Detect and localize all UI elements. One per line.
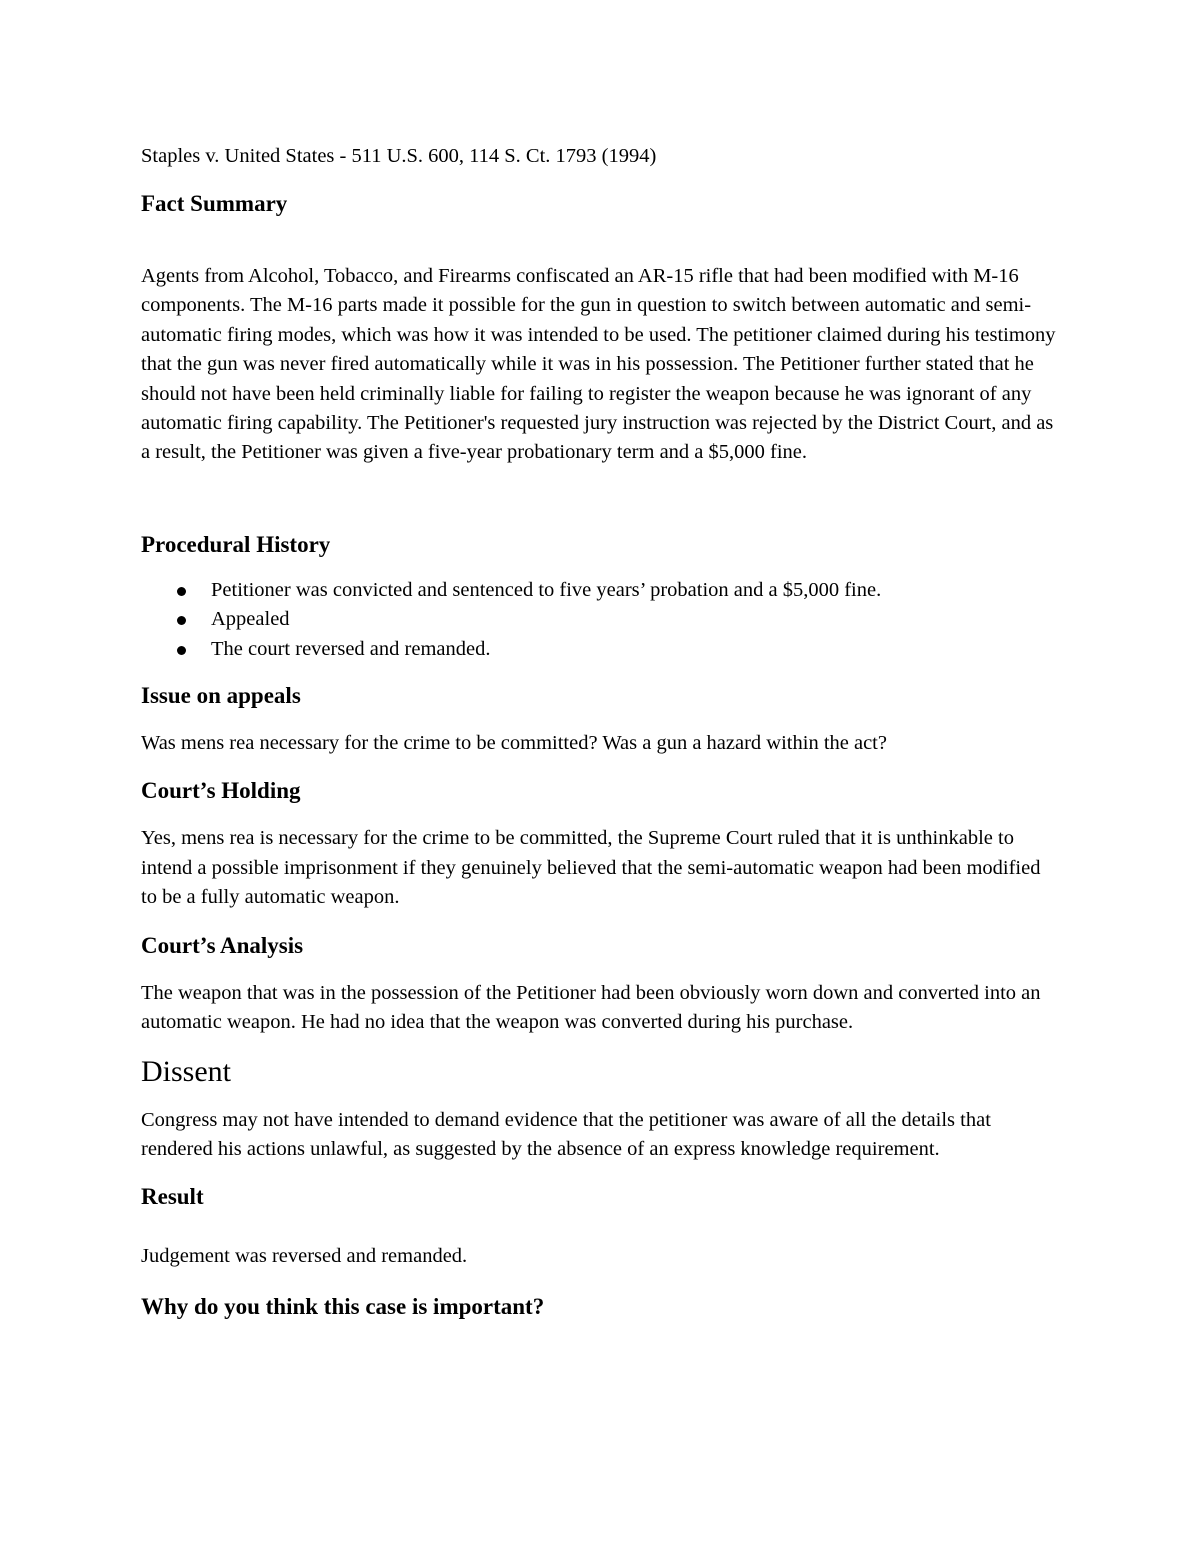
result-text: Judgement was reversed and remanded. [141,1245,468,1268]
analysis-text: The weapon that was in the possession of the Petitioner had been obviously worn down and converted into an automatic weapon. He had no idea that the weapon was converted during his purchase. [141,981,1041,1034]
fact-summary-text: Agents from Alcohol, Tobacco, and Firearms confiscated an AR-15 rifle that had been modified with M-16 components. The M-16 parts made it possible for the gun in question to switch between automatic and semi-automatic firing modes, which was how it was intended to be used. The petitioner claimed during his testimony that the gun was never fired automatically while it was in his possession. The Petitioner further stated that he should not have been held criminally liable for failing to register the weapon because he was ignorant of any automatic firing capability. The Petitioner's requested jury instruction was rejected by the District Court, and as a result, the Petitioner was given a five-year probationary term and a $5,000 fine. [141,265,1056,464]
holding-heading: Court’s Holding [141,778,301,804]
issue-heading: Issue on appeals [141,683,301,709]
bullet-icon [177,646,186,655]
case-title: Staples v. United States - 511 U.S. 600, 114 S. Ct. 1793 (1994) [141,145,657,167]
fact-summary-heading: Fact Summary [141,191,288,216]
document-page [141,141,1061,1322]
list-item [141,605,1061,634]
bullet-icon [177,616,186,625]
bullet-icon [177,587,186,596]
list-item [141,576,1061,605]
importance-heading: Why do you think this case is important? [141,1293,545,1319]
procedural-history-list [141,576,1061,664]
list-item-text: Petitioner was convicted and sentenced to five years’ probation and a $5,000 fine. [211,578,882,601]
procedural-history-heading: Procedural History [141,531,331,557]
dissent-heading: Dissent [141,1054,231,1088]
dissent-text: Congress may not have intended to demand evidence that the petitioner was aware of all the details that rendered his actions unlawful, as suggested by the absence of an express knowledge requirement. [141,1108,991,1160]
holding-text: Yes, mens rea is necessary for the crime to be committed, the Supreme Court ruled that it is unthinkable to intend a possible imprisonment if they genuinely believed that the semi-automatic weapon had been modified to be a fully automatic weapon. [141,827,1041,909]
list-item-text: Appealed [211,608,290,631]
list-item [141,635,1061,664]
issue-text: Was mens rea necessary for the crime to be committed? Was a gun a hazard within the act? [141,732,887,755]
list-item-text: The court reversed and remanded. [211,637,491,660]
analysis-heading: Court’s Analysis [141,932,304,958]
result-heading: Result [141,1184,204,1210]
